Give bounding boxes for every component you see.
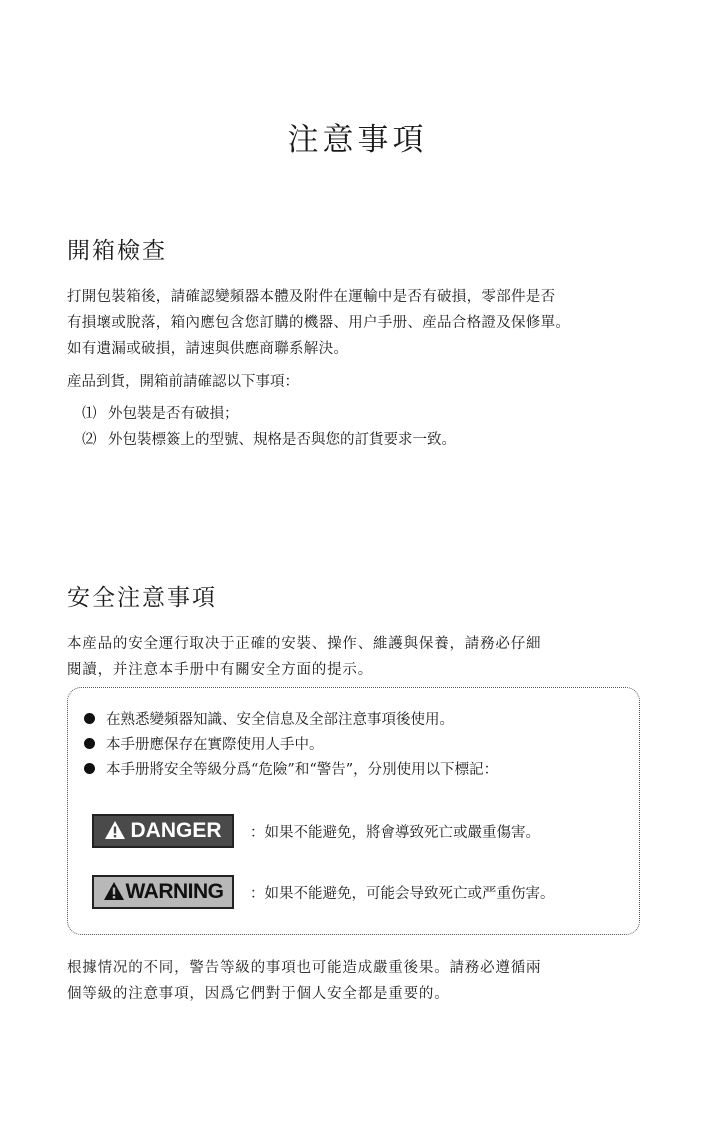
warning-label [92, 875, 234, 909]
page-title: 注意事項 [287, 122, 428, 158]
unpacking-paragraph [67, 284, 647, 362]
safety-heading: 安全注意事項 [67, 585, 217, 611]
safety-bullets [84, 708, 498, 783]
danger-description: ：如果不能避免，將會導致死亡或嚴重傷害。 [250, 825, 540, 841]
unpacking-heading: 開箱檢查 [67, 238, 167, 264]
danger-label [92, 814, 234, 848]
unpacking-line: 打開包裝箱後，請確認變頻器本體及附件在運輸中是否有破損，零部件是否 [67, 289, 556, 305]
bullet-text: 本手册將安全等級分爲“危險”和“警告”，分別使用以下標記： [106, 762, 499, 778]
unpacking-line: 如有遺漏或破損，請速與供應商聯系解決。 [67, 341, 349, 357]
danger-label-text: DANGER [130, 819, 222, 842]
safety-paragraph [67, 631, 647, 683]
bullet-icon [84, 738, 95, 749]
safety-line: 本産品的安全運行取决于正確的安裝、操作、維護與保養，請務必仔細 [67, 636, 542, 652]
warning-triangle-icon [103, 881, 125, 901]
bullet-item [84, 758, 498, 783]
safety-notice-box [67, 687, 640, 935]
bullet-icon [84, 763, 95, 774]
unpacking-checklist [82, 401, 456, 453]
safety-closing-paragraph [67, 955, 647, 1007]
closing-line: 個等級的注意事項，因爲它們對于個人安全都是重要的。 [67, 986, 450, 1002]
list-item-text: 外包裝是否有破損； [108, 406, 239, 422]
bullet-text: 在熟悉變頻器知識、安全信息及全部注意事項後使用。 [106, 712, 454, 728]
list-item-number: ⑵ [82, 432, 97, 448]
warning-description: ：如果不能避免，可能会导致死亡或严重伤害。 [250, 886, 555, 902]
list-item-text: 外包裝標簽上的型號、規格是否與您的訂貨要求一致。 [108, 432, 456, 448]
warning-triangle-icon [104, 820, 126, 840]
safety-line: 閱讀，并注意本手册中有關安全方面的提示。 [67, 662, 373, 678]
bullet-icon [84, 713, 95, 724]
warning-label-text: WARNING [125, 880, 224, 903]
list-item [82, 401, 456, 427]
list-item-number: ⑴ [82, 406, 97, 422]
bullet-item [84, 733, 498, 758]
list-item [82, 427, 456, 453]
closing-line: 根據情况的不同，警告等級的事項也可能造成嚴重後果。請務必遵循兩 [67, 960, 542, 976]
bullet-item [84, 708, 498, 733]
unpacking-intro: 産品到貨，開箱前請確認以下事項： [67, 374, 299, 390]
bullet-text: 本手册應保存在實際使用人手中。 [106, 737, 324, 753]
unpacking-line: 有損壞或脫落，箱內應包含您訂購的機器、用户手册、産品合格證及保修單。 [67, 315, 571, 331]
